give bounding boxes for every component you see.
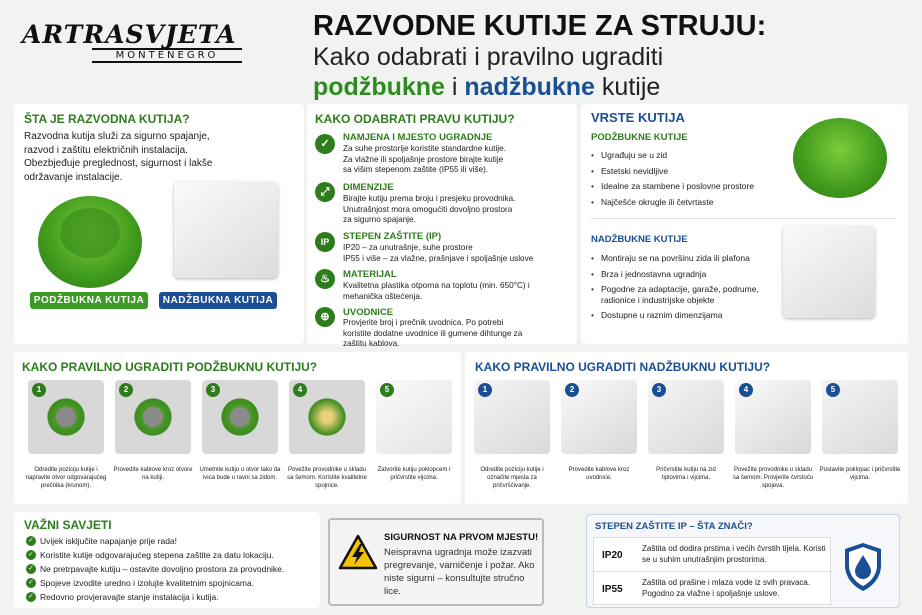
feature-body: Provjerite broj i prečnik uvodnica. Po potrebi koristite dodatne uvodnice ili gumene dihtunge za zaštitu kablova. — [343, 318, 523, 348]
check-icon: ✓ — [26, 550, 36, 560]
tips-panel — [14, 512, 320, 608]
install-flush-title: KAKO PRAVILNO UGRADITI PODŽBUKNU KUTIJU? — [22, 360, 318, 374]
logo — [22, 22, 242, 62]
page-subtitle-line1: Kako odabrati i pravilno ugraditi — [313, 43, 664, 71]
tips-title: VAŽNI SAVJETI — [24, 518, 112, 532]
tips-list — [26, 534, 284, 604]
feature-title: DIMENZIJE — [343, 182, 394, 193]
step-caption: Povežite provodnike u skladu sa šemom. Provjerite čvrstoću spojeva. — [732, 467, 814, 489]
choose-title: KAKO ODABRATI PRAVU KUTIJU? — [315, 112, 515, 126]
subtitle-and: i — [444, 73, 465, 101]
subtitle-surface: nadžbukne — [464, 73, 595, 101]
tag-flush: PODŽBUKNA KUTIJA — [30, 292, 148, 309]
check-icon: ✓ — [26, 536, 36, 546]
install-surface-title: KAKO PRAVILNO UGRADITI NADŽBUKNU KUTIJU? — [475, 360, 771, 374]
feature-title: STEPEN ZAŠTITE (IP) — [343, 231, 442, 242]
feature-body: Birajte kutiju prema broju i presjeku provodnika. Unutrašnjost mora omogućiti dovoljno prostora za sigurno spajanje. — [343, 194, 516, 224]
ip-code: IP55 — [602, 584, 623, 595]
list-item: • Dostupne u raznim dimenzijama — [591, 308, 769, 324]
subtitle-end: kutije — [594, 73, 661, 101]
what-body: Razvodna kutija služi za sigurno spajanje, razvod i zaštitu električnih instalacija. Obezbjeđuje preglednost, sigurnost i lakše održavanje instalacije. — [24, 131, 213, 183]
flush-types-title: PODŽBUKNE KUTIJE — [591, 132, 688, 143]
logo-subtext: MONTENEGRO — [92, 48, 242, 63]
page-subtitle-line2 — [313, 72, 660, 102]
types-panel — [581, 104, 908, 344]
list-item — [26, 534, 284, 548]
shield-icon: ✓ — [315, 134, 335, 154]
target-icon: ⊕ — [315, 307, 335, 327]
flame-icon: ♨ — [315, 269, 335, 289]
check-icon: ✓ — [26, 564, 36, 574]
step-caption: Provedite kablove kroz otvore na kutiji. — [113, 467, 193, 481]
safety-panel — [328, 518, 544, 606]
step-number: 5 — [380, 383, 394, 397]
flush-box-image — [793, 118, 887, 198]
feature-body: Za suhe prostorije koristite standardne kutije. Za vlažne ili spoljašnje prostore birajte kutije sa višim stepenom zaštite (IP55 ili više). — [343, 144, 506, 174]
warning-icon — [338, 534, 378, 570]
tip-text: Koristite kutije odgovarajućeg stepena zaštite za datu lokaciju. — [40, 550, 274, 560]
step-caption: Povežite provodnike u skladu sa šemom. Koristite kvalitetne spojnice. — [287, 467, 367, 489]
step-caption: Odredite poziciju kutije i napravite otvor odgovarajućeg prečnika (krunom). — [25, 467, 107, 489]
surface-box-image — [174, 182, 278, 278]
types-title: VRSTE KUTIJA — [591, 110, 685, 125]
surface-types-list — [591, 251, 769, 324]
list-item: • Estetski nevidljive — [591, 164, 791, 180]
feature-body: IP20 – za unutrašnje, suhe prostore IP55 i više – za vlažne, prašnjave i spoljašnje uslove — [343, 243, 534, 263]
safety-body: Neispravna ugradnja može izazvati pregrevanje, varničenje i požar. Ako niste sigurni – konsultujte stručno lice. — [384, 547, 535, 597]
flush-types-list — [591, 148, 791, 210]
step-caption: Odredite poziciju kutije i označite mjesta za pričvršćivanje. — [480, 467, 544, 489]
list-item — [26, 576, 284, 590]
tip-text: Uvijek isključite napajanje prije rada! — [40, 536, 178, 546]
water-shield-icon — [841, 541, 885, 593]
resize-icon: ⤢ — [315, 182, 335, 202]
list-item: • Idealne za stambene i poslovne prostore — [591, 179, 791, 195]
step-number: 2 — [565, 383, 579, 397]
page-title: RAZVODNE KUTIJE ZA STRUJU: — [313, 10, 767, 42]
step-number: 3 — [206, 383, 220, 397]
types-divider — [591, 218, 896, 219]
feature-title: MATERIJAL — [343, 269, 397, 280]
ip-desc: Zaštita od dodira prstima i većih čvrstih tijela. Koristi se u suhim unutrašnjim prostorima. — [642, 544, 826, 564]
ip-panel — [586, 514, 900, 608]
step-number: 1 — [32, 383, 46, 397]
list-item — [26, 590, 284, 604]
step-number: 2 — [119, 383, 133, 397]
list-item: • Montiraju se na površinu zida ili plafona — [591, 251, 769, 267]
ip-desc: Zaštita od prašine i mlaza vode iz svih pravaca. Pogodno za vlažne i spoljašnje uslove. — [642, 578, 811, 598]
tip-text: Ne pretrpavajte kutiju – ostavite dovoljno prostora za provodnike. — [40, 564, 285, 574]
ip-code: IP20 — [602, 550, 623, 561]
logo-text: ARTRASVJETA — [22, 20, 237, 49]
step-caption: Pričvrstite kutiju na zid tiplovima i vijcima. — [656, 467, 716, 481]
table-row — [594, 572, 832, 606]
step-caption: Postavite poklopac i pričvrstite vijcima. — [819, 467, 901, 481]
step-caption: Zatvorite kutiju poklopcem i pričvrstite vijcima. — [377, 467, 451, 481]
list-item: • Najčešće okrugle ili četvrtaste — [591, 195, 791, 211]
flush-box-inner — [60, 208, 120, 258]
feature-title: NAMJENA I MJESTO UGRADNJE — [343, 132, 493, 143]
step-number: 4 — [739, 383, 753, 397]
tag-surface: NADŽBUKNA KUTIJA — [159, 292, 277, 309]
check-icon: ✓ — [26, 592, 36, 602]
ip-icon: IP — [315, 232, 335, 252]
feature-body: Kvalitetna plastika otporna na toplotu (min. 650°C) i mehanička oštećenja. — [343, 281, 530, 301]
surface-types-title: NADŽBUKNE KUTIJE — [591, 234, 688, 245]
step-caption: Umetnite kutiju u otvor tako da ivica bude u ravni sa zidom. — [199, 467, 281, 481]
list-item — [26, 562, 284, 576]
tip-text: Spojeve izvodite uredno i izolujte kvalitetnim spojnicama. — [40, 578, 255, 588]
what-panel — [14, 104, 304, 344]
list-item: • Brza i jednostavna ugradnja — [591, 267, 769, 283]
table-row — [594, 538, 832, 572]
list-item: • Ugrađuju se u zid — [591, 148, 791, 164]
step-caption: Provedite kablove kroz uvodnice. — [568, 467, 630, 481]
tip-text: Redovno provjeravajte stanje instalacija i kutija. — [40, 592, 219, 602]
list-item: • Pogodne za adaptacije, garaže, podrume, radionice i industrijske objekte — [591, 282, 769, 308]
step-number: 1 — [478, 383, 492, 397]
feature-title: UVODNICE — [343, 307, 394, 318]
safety-title: SIGURNOST NA PRVOM MJESTU! — [384, 532, 539, 543]
ip-title: STEPEN ZAŠTITE IP – ŠTA ZNAČI? — [595, 521, 753, 532]
step-number: 4 — [293, 383, 307, 397]
list-item — [26, 548, 284, 562]
surface-box-image — [783, 226, 875, 318]
step-number: 3 — [652, 383, 666, 397]
what-title: ŠTA JE RAZVODNA KUTIJA? — [24, 112, 190, 126]
subtitle-flush: podžbukne — [313, 73, 445, 101]
step-number: 5 — [826, 383, 840, 397]
choose-panel — [307, 104, 577, 348]
check-icon: ✓ — [26, 578, 36, 588]
ip-table — [593, 537, 831, 605]
